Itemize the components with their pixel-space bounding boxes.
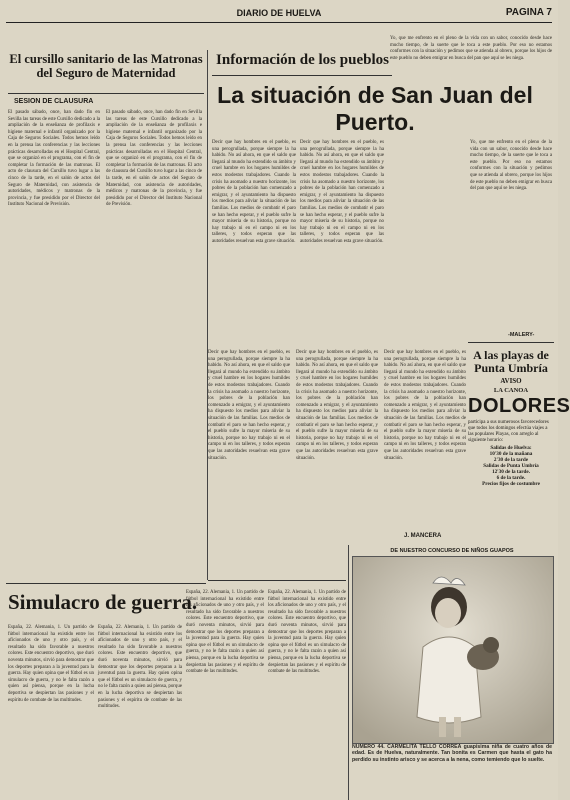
- bottom-article-body-col3: [186, 590, 264, 797]
- ad-line: 10'30 de la mañana: [489, 451, 533, 457]
- divider: [468, 342, 554, 343]
- left-article-body-col2: [106, 110, 202, 570]
- ad-line: 2'30 de la tarde: [493, 457, 529, 463]
- column-rule: [348, 545, 349, 800]
- left-article-body: El pasado sábado, once, han dado fin en Sevilla las tareas de este Cursillo dedicado a la ampliación de la enseñanza de profilaxis e higiene maternal e infantil organizado por la Caja de Seguros Sociales. Todos hemos leído en la prensa las conferencias y las lecciones prácticas desarrolladas en el Hospital Central, que se organizó en el programa, con el fin de completar la formación de las matronas. El acto de clausura del Cursillo tuvo lugar a las cinco de la tarde, en el salón de actos del Seguro de Maternidad, con asistencia de autoridades, médicos y matronas de la provincia, y fue presidido por el Director del Instituto Nacional de Previsión.: [8, 110, 100, 208]
- mid-kicker: Información de los pueblos: [216, 52, 389, 68]
- mid-article-body-col2: [300, 140, 384, 345]
- ad-heading: A las playas de Punta Umbría: [473, 348, 549, 375]
- ad-subtitle: LA CANOA: [493, 387, 529, 394]
- bottom-article-title: Simulacro de guerra.: [8, 590, 198, 614]
- left-article-title: El cursillo sanitario de las Matronas del Seguro de Maternidad: [9, 52, 203, 80]
- mid-article-title: La situación de San Juan del Puerto.: [217, 82, 533, 135]
- mid-article-body-lower-text: Decir que hay hombres en el pueblo, es una perogrullada, porque siempre la ha habido. No así ahora, en que el saldo que llegará al mundo ha extendido su ámbito y cruel hambre en los hogares humildes de estos modestos trabajadores. Cuando la crisis ha asomado a nuestro horizonte, los pobres de la población han comenzado a emigrar, y el ayuntamiento ha dispuesto los medios para aliviar la situación de las familias. Los medios de combatir el paro se han hecho esperar, y el pueblo sufre la mayor miseria de su historia, porque no hay trabajo ni en el campo ni en los talleres, y todos esperan que las autoridades resuelvan esta grave situación.: [208, 350, 290, 461]
- mid-article-body-lower: [208, 350, 290, 578]
- bottom-article-body: España, 22. Alemania, 1. Un partido de fútbol internacional ha existido entre los aficionados de uno y otro país, y el resultado ha sido favorable a nuestros colores. Este encuentro deportivo, que duró noventa minutos, sirvió para demostrar que los deportes preparan a la juventud para la guerra. Hay quien opina que el fútbol es un simulacro de guerra, y no le falta razón a quien así piensa, porque en la lucha deportiva se despiertan las pasiones y el espíritu de combate de las multitudes.: [8, 625, 94, 703]
- masthead: DIARIO DE HUELVA: [236, 8, 322, 18]
- contest-heading: DE NUESTRO CONCURSO DE NIÑOS GUAPOS: [390, 548, 514, 554]
- bottom-article-body-col4-text: España, 22. Alemania, 1. Un partido de fútbol internacional ha existido entre los aficionados de uno y otro país, y el resultado ha sido favorable a nuestros colores. Este encuentro deportivo, que duró noventa minutos, sirvió para demostrar que los deportes preparan a la juventud para la guerra. Hay quien opina que el fútbol es un simulacro de guerra, y no le falta razón a quien así piensa, porque en la lucha deportiva se despiertan las pasiones y el espíritu de combate de las multitudes.: [268, 590, 346, 675]
- ad-line: Precios fijos de costumbre: [482, 481, 540, 487]
- left-article-body-col2-text: El pasado sábado, once, han dado fin en Sevilla las tareas de este Cursillo dedicado a la ampliación de la enseñanza de profilaxis e higiene maternal e infantil organizado por la Caja de Seguros Sociales. Todos hemos leído en la prensa las conferencias y las lecciones prácticas desarrolladas en el Hospital Central, que se organizó en el programa, con el fin de completar la formación de las matronas. El acto de clausura del Cursillo tuvo lugar a las cinco de la tarde, en el salón de actos del Seguro de Maternidad, con asistencia de autoridades, médicos y matronas de la provincia, y fue presidido por el Director del Instituto Nacional de Previsión.: [106, 110, 202, 208]
- mid-article-body-col2-text: Decir que hay hombres en el pueblo, es una perogrullada, porque siempre la ha habido. No así ahora, en que el saldo que llegará al mundo ha extendido su ámbito y cruel hambre en los hogares humildes de estos modestos trabajadores. Cuando la crisis ha asomado a nuestro horizonte, los pobres de la población han comenzado a emigrar, y el ayuntamiento ha dispuesto los medios para aliviar la situación de las familias. Los medios de combatir el paro se han hecho esperar, y el pueblo sufre la mayor miseria de su historia, porque no hay trabajo ni en el campo ni en los talleres, y todos esperan que las autoridades resuelvan esta grave situación.: [300, 140, 384, 244]
- bottom-article-body-col4: [268, 590, 346, 797]
- mid-article-body-lower2: [296, 350, 378, 578]
- ad-line: Salidas de Punta Umbría: [483, 463, 539, 469]
- mid-article-body: Decir que hay hombres en el pueblo, es una perogrullada, porque siempre la ha habido. No así ahora, en que el saldo que llegará al mundo ha extendido su ámbito y cruel hambre en los hogares humildes de estos modestos trabajadores. Cuando la crisis ha asomado a nuestro horizonte, los pobres de la población han comenzado a emigrar, y el ayuntamiento ha dispuesto los medios para aliviar la situación de las familias. Los medios de combatir el paro se han hecho esperar, y el pueblo sufre la mayor miseria de su historia, porque no hay trabajo ni en el campo ni en los talleres, y todos esperan que las autoridades resuelvan esta grave situación.: [212, 140, 296, 244]
- mid-article-signature: J. MANCERA: [404, 533, 442, 539]
- right-article-body: Yo, que me enfrento en el pleno de la vida con un sabor, conocido desde hace mucho tiempo, de la suerte que le toca a este pueblo. Por eso no estamos conformes con la situación y pedimos que se atienda al obrero, porque los hijos de este pueblo no deben emigrar en busca del pan que aquí se les niega.: [390, 36, 552, 61]
- contest-caption: NUMERO 44. CARMELITA TELLO CORREA guapisima niña de cuatro años de edad. Es de Huelva, naturalmente. Tan bonita es Carmen que hasta el gato ha perdido su instinto arisco y se acerca a la nena, como temiendo que lo suelte.: [352, 744, 552, 763]
- ad-line: 6 de la tarde.: [496, 475, 526, 481]
- ad-line: 12'30 de la tarde.: [491, 469, 531, 475]
- right-article-signature: -MALERY-: [508, 332, 535, 338]
- mid-article-body-lower3-text: Decir que hay hombres en el pueblo, es una perogrullada, porque siempre la ha habido. No así ahora, en que el saldo que llegará al mundo ha extendido su ámbito y cruel hambre en los hogares humildes de estos modestos trabajadores. Cuando la crisis ha asomado a nuestro horizonte, los pobres de la población han comenzado a emigrar, y el ayuntamiento ha dispuesto los medios para aliviar la situación de las familias. Los medios de combatir el paro se han hecho esperar, y el pueblo sufre la mayor miseria de su historia, porque no hay trabajo ni en el campo ni en los talleres, y todos esperan que las autoridades resuelvan esta grave situación.: [384, 350, 466, 461]
- ad-line: Salidas de Huelva:: [490, 445, 532, 451]
- divider: [6, 583, 206, 584]
- right-article-body-lower-text: Yo, que me enfrento en el pleno de la vida con un sabor, conocido desde hace mucho tiempo, de la suerte que le toca a este pueblo. Por eso no estamos conformes con la situación y pedimos que se atienda al obrero, porque los hijos de este pueblo no deben emigrar en busca del pan que aquí se les niega.: [470, 140, 552, 192]
- ad-box: [468, 345, 570, 545]
- divider: [8, 93, 204, 94]
- bottom-article-body-col3-text: España, 22. Alemania, 1. Un partido de fútbol internacional ha existido entre los aficionados de uno y otro país, y el resultado ha sido favorable a nuestros colores. Este encuentro deportivo, que duró noventa minutos, sirvió para demostrar que los deportes preparan a la juventud para la guerra. Hay quien opina que el fútbol es un simulacro de guerra, y no le falta razón a quien así piensa, porque en la lucha deportiva se despiertan las pasiones y el espíritu de combate de las multitudes.: [186, 590, 264, 675]
- left-article-subhead: SESION DE CLAUSURA: [14, 98, 94, 105]
- mid-article-body-lower2-text: Decir que hay hombres en el pueblo, es una perogrullada, porque siempre la ha habido. No así ahora, en que el saldo que llegará al mundo ha extendido su ámbito y cruel hambre en los hogares humildes de estos modestos trabajadores. Cuando la crisis ha asomado a nuestro horizonte, los pobres de la población han comenzado a emigrar, y el ayuntamiento ha dispuesto los medios para aliviar la situación de las familias. Los medios de combatir el paro se han hecho esperar, y el pueblo sufre la mayor miseria de su historia, porque no hay trabajo ni en el campo ni en los talleres, y todos esperan que las autoridades resuelvan esta grave situación.: [296, 350, 378, 461]
- mid-article-body-lower3: [384, 350, 466, 530]
- child-with-cat-photo: [353, 557, 553, 743]
- contest-photo: [352, 556, 554, 744]
- ad-text: participa a sus numerosos favorecedores que todos los domingos efectúa viajes a las populares Playas, con arreglo al siguiente horario:: [468, 420, 549, 443]
- ad-aviso: AVISO: [500, 377, 522, 385]
- page-number: PAGINA 7: [505, 7, 552, 18]
- ad-name: DOLORES: [468, 395, 570, 417]
- bottom-article-body-col2: [98, 625, 182, 797]
- divider: [212, 75, 392, 76]
- right-article-body-lower: [470, 140, 552, 330]
- divider: [208, 580, 346, 581]
- bottom-article-body-col2-text: España, 22. Alemania, 1. Un partido de fútbol internacional ha existido entre los aficionados de uno y otro país, y el resultado ha sido favorable a nuestros colores. Este encuentro deportivo, que duró noventa minutos, sirvió para demostrar que los deportes preparan a la juventud para la guerra. Hay quien opina que el fútbol es un simulacro de guerra, y no le falta razón a quien así piensa, porque en la lucha deportiva se despiertan las pasiones y el espíritu de combate de las multitudes.: [98, 625, 182, 710]
- page-header: [6, 4, 552, 23]
